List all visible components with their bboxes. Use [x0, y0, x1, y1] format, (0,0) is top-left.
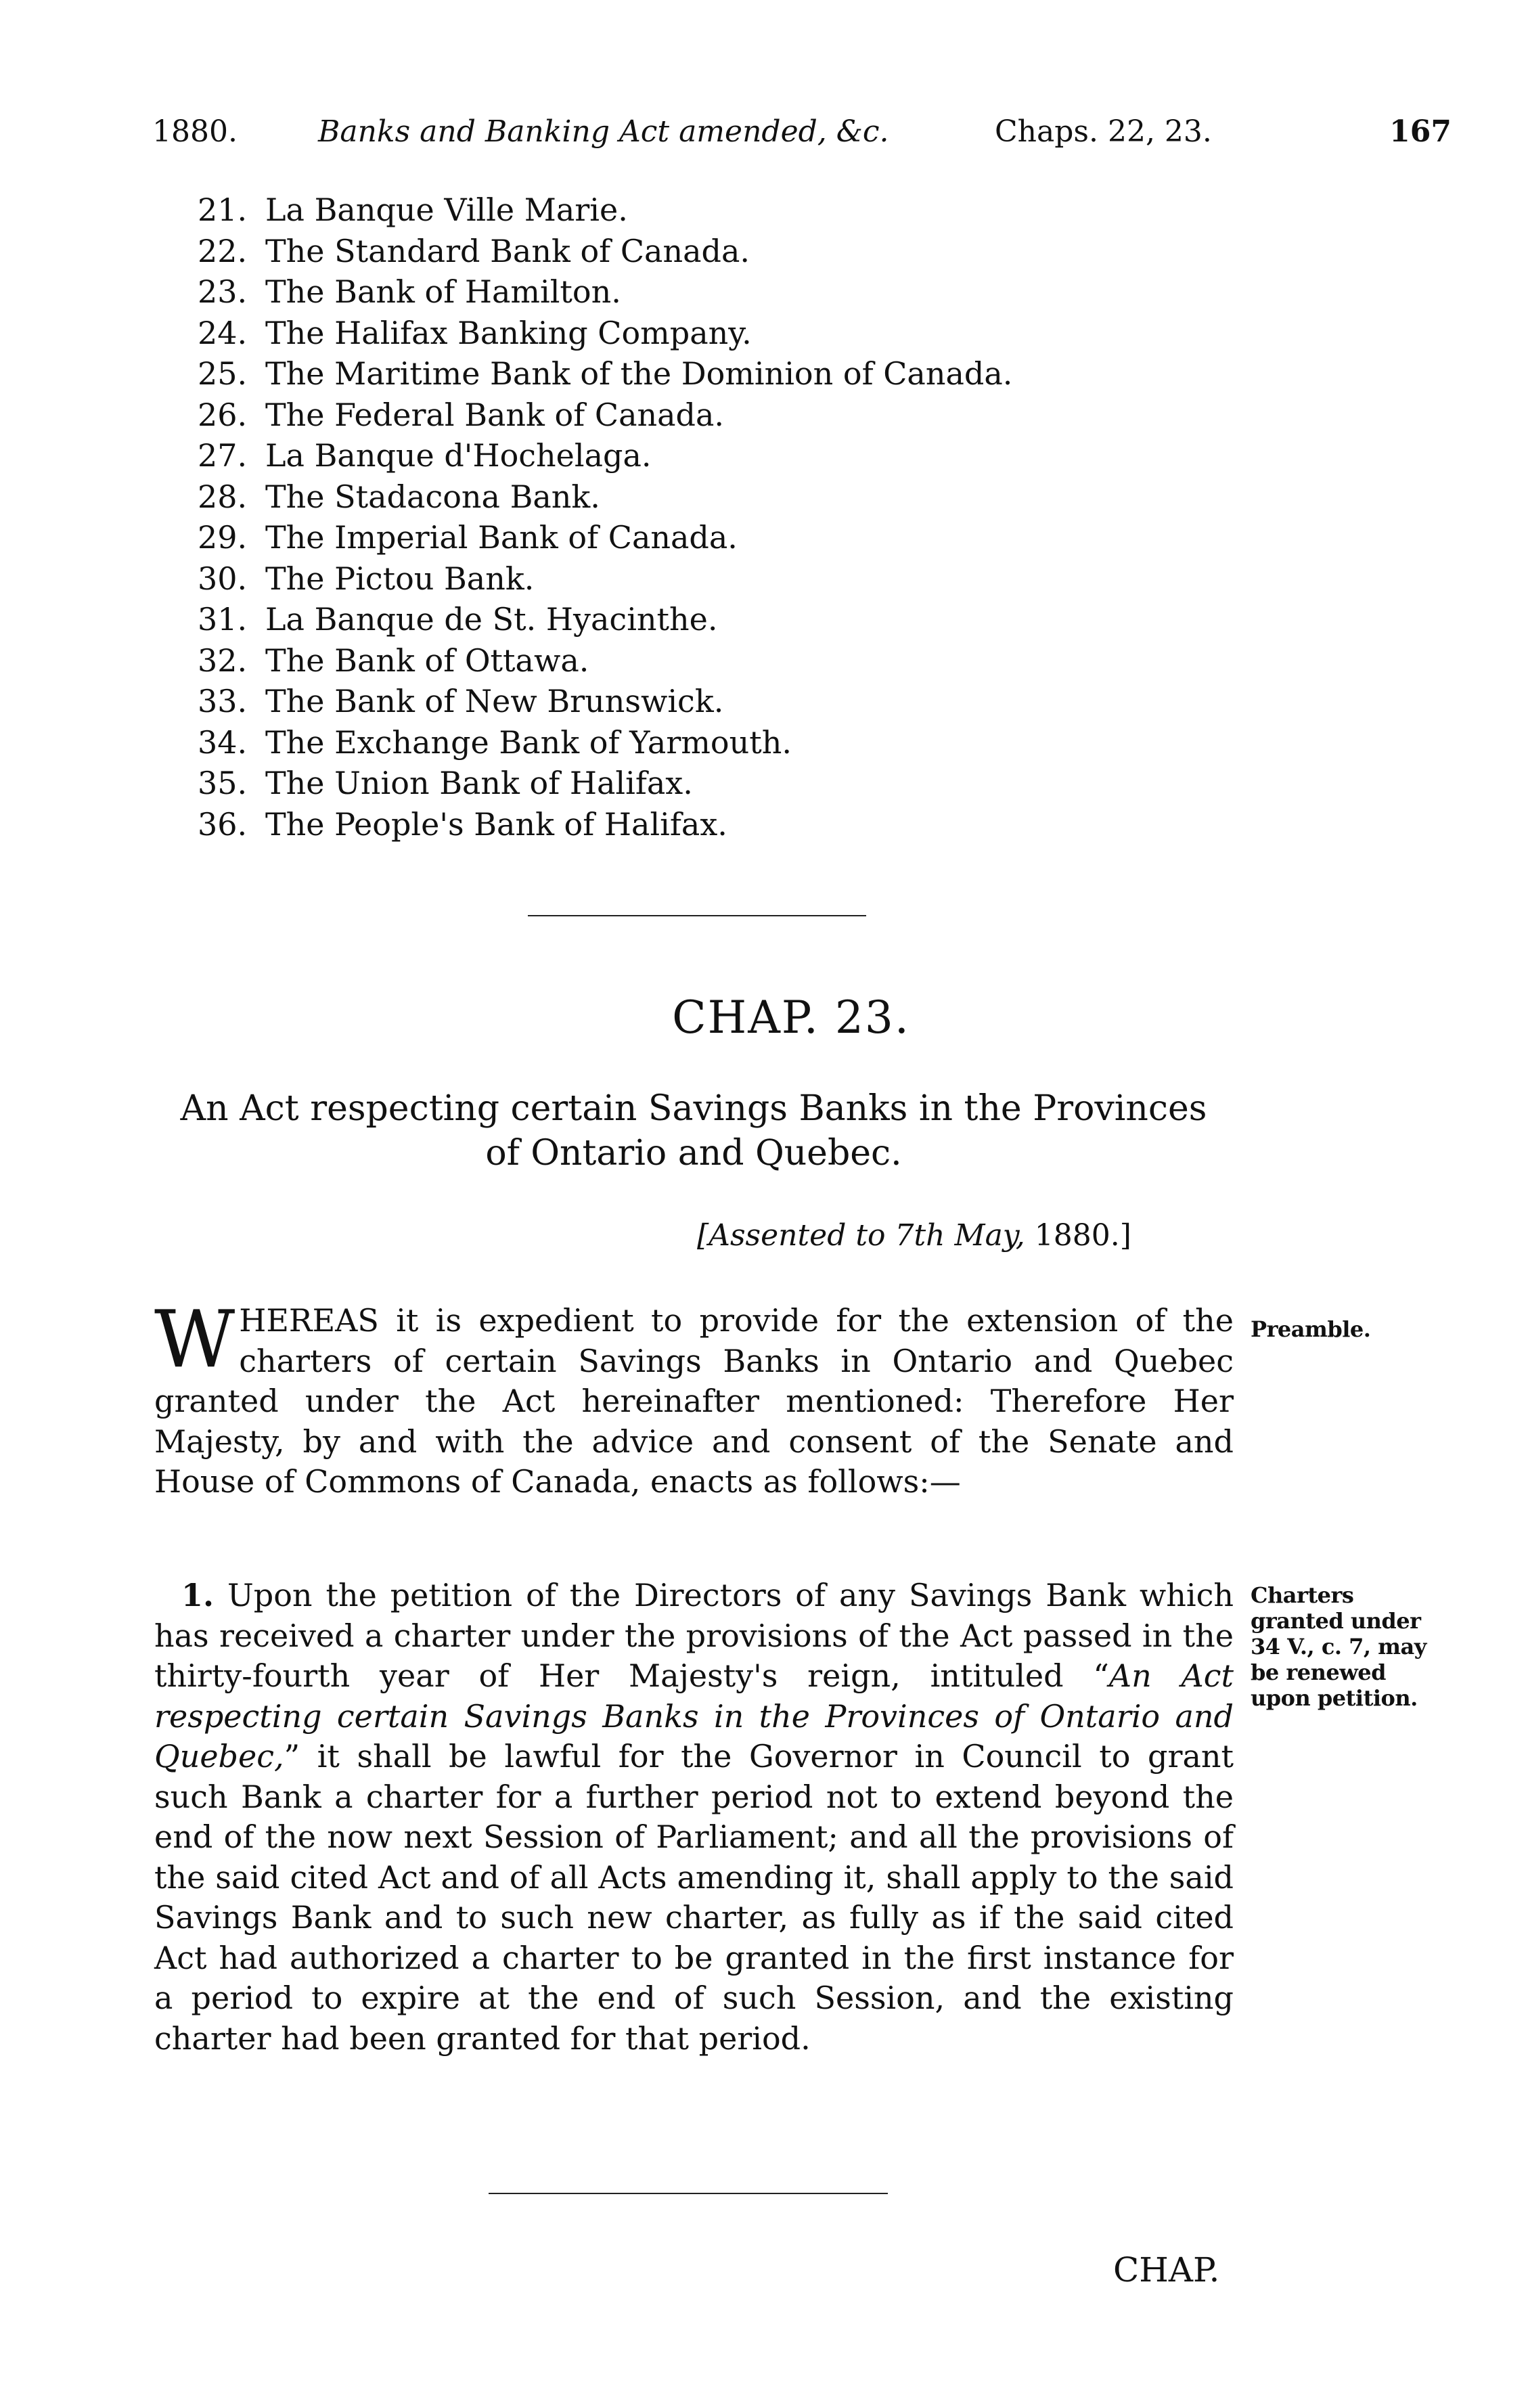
margin-note-preamble: Preamble.: [1251, 1316, 1371, 1342]
item-text: The Bank of Hamilton.: [265, 273, 621, 310]
drop-cap: W: [154, 1294, 235, 1385]
item-number: 31.: [198, 601, 248, 638]
list-item: [198, 681, 1012, 722]
list-item: [198, 640, 1012, 682]
section-divider: [489, 2193, 888, 2194]
item-text: The People's Bank of Halifax.: [265, 805, 727, 843]
section-1-paragraph: [154, 1576, 1234, 2059]
item-text: The Stadacona Bank.: [265, 478, 600, 515]
item-number: 23.: [198, 273, 248, 310]
item-text: La Banque Ville Marie.: [265, 192, 628, 228]
item-number: 29.: [198, 519, 248, 556]
assent-year: 1880.]: [1034, 1218, 1131, 1253]
act-title: [152, 1086, 1235, 1176]
item-text: The Union Bank of Halifax.: [265, 765, 693, 801]
item-number: 30.: [198, 560, 248, 597]
item-number: 26.: [198, 396, 248, 433]
item-number: 25.: [198, 355, 248, 392]
bank-list: [198, 189, 1012, 845]
list-item: [198, 353, 1012, 395]
list-item: [198, 395, 1012, 436]
item-number: 32.: [198, 642, 248, 679]
header-title: Banks and Banking Act amended, &c.: [318, 114, 889, 149]
running-header: [152, 108, 1452, 156]
item-number: 27.: [198, 437, 248, 474]
preamble-paragraph: [154, 1294, 1234, 1502]
item-number: 35.: [198, 765, 248, 801]
act-title-line: of Ontario and Quebec.: [485, 1133, 902, 1174]
section-body: [154, 1576, 1234, 2059]
list-item: [198, 271, 1012, 313]
item-text: The Standard Bank of Canada.: [265, 232, 750, 269]
list-item: [198, 599, 1012, 640]
assent-date: [697, 1218, 1131, 1253]
item-text: La Banque de St. Hyacinthe.: [265, 601, 718, 638]
section-number: 1.: [181, 1577, 215, 1613]
item-number: 36.: [198, 805, 248, 843]
item-text: La Banque d'Hochelaga.: [265, 437, 652, 474]
list-item: [198, 517, 1012, 558]
item-number: 28.: [198, 478, 248, 515]
chapter-heading: CHAP. 23.: [672, 991, 910, 1044]
list-item: [198, 231, 1012, 272]
header-year: 1880.: [152, 114, 238, 149]
list-item: [198, 763, 1012, 804]
item-number: 21.: [198, 192, 248, 228]
catchword: CHAP.: [1113, 2250, 1220, 2290]
list-item: [198, 189, 1012, 231]
item-number: 22.: [198, 232, 248, 269]
assent-text: [Assented to 7th May,: [697, 1218, 1035, 1253]
section-text: ” it shall be lawful for the Governor in Council to grant such Bank a charter for a further period not to extend beyond the end of the now next Session of Parliament; and all the provisions of the said cited Act and of all Acts amending it, shall apply to the said Savings Bank and to such new charter, as fully as if the said cited Act had authorized a charter to be granted in the first instance for a period to expire at the end of such Session, and the existing charter had been granted for that period.: [154, 1738, 1234, 2057]
margin-note-charters: Charters granted under 34 V., c. 7, may be renewed upon petition.: [1251, 1582, 1426, 1711]
item-number: 24.: [198, 314, 248, 351]
list-item: [198, 313, 1012, 354]
item-text: The Bank of Ottawa.: [265, 642, 589, 679]
page-number: 167: [1389, 114, 1452, 149]
list-item: [198, 558, 1012, 600]
item-number: 33.: [198, 683, 248, 719]
item-text: The Exchange Bank of Yarmouth.: [265, 723, 792, 761]
list-item: [198, 722, 1012, 763]
item-text: The Federal Bank of Canada.: [265, 396, 725, 433]
preamble-text: HEREAS it is expedient to provide for the extension of the charters of certain Savings Banks in Ontario and Quebec granted under the Act hereinafter mentioned: Therefore Her Majesty, by and with the advice and consent of the Senate and House of Commons of Canada, enacts as follows:—: [154, 1302, 1234, 1500]
section-text: Upon the petition of the Directors of any Savings Bank which has received a charter under the provisions of the Act passed in the thirty-fourth year of Her Majesty's reign, intituled “: [154, 1577, 1234, 1694]
cited-act-title: An Act respecting certain Savings Banks in the Provinces of Ontario and Quebec,: [154, 1657, 1234, 1775]
item-text: The Imperial Bank of Canada.: [265, 519, 738, 556]
act-title-line: An Act respecting certain Savings Banks in the Provinces: [180, 1088, 1207, 1129]
list-item: [198, 435, 1012, 476]
section-divider: [528, 915, 866, 916]
item-number: 34.: [198, 723, 248, 761]
list-item: [198, 804, 1012, 845]
list-item: [198, 476, 1012, 518]
item-text: The Pictou Bank.: [265, 560, 535, 597]
item-text: The Bank of New Brunswick.: [265, 683, 724, 719]
header-chapters: Chaps. 22, 23.: [995, 114, 1212, 149]
item-text: The Maritime Bank of the Dominion of Canada.: [265, 355, 1013, 392]
item-text: The Halifax Banking Company.: [265, 314, 752, 351]
